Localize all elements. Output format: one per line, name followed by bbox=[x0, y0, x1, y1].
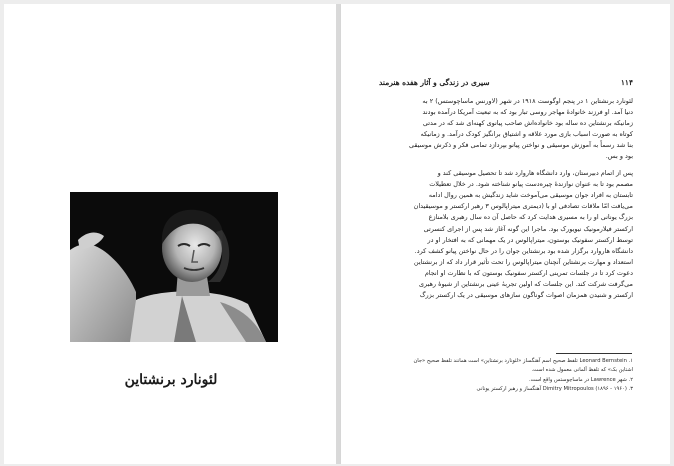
body-text bbox=[379, 96, 633, 301]
right-page bbox=[340, 4, 670, 464]
text-line: بود و بس. bbox=[605, 152, 633, 161]
text-line: دنیا آمد. او فرزند خانوادهٔ مهاجر روسی تبار بود که به تبعیت آمریکا درآمده بودند bbox=[422, 108, 633, 117]
text-line: ارکستر فیلارمونیک نیویورک بود. ماجرا این گونه آغاز شد پس از اجرای کنسرتی bbox=[423, 224, 633, 233]
conductor-photo-image bbox=[70, 192, 278, 342]
text-line: توسط ارکستر سفونیک بوستون، میتراپالوس در یک مهمانی که به افتخار او در bbox=[427, 235, 633, 244]
text-line: پس از اتمام دبیرستان، وارد دانشگاه هاروارد شد تا تحصیل موسیقی کند و bbox=[437, 169, 633, 178]
text-line: می‌یافت امّا ملاقات تصادفی او با (دیمتری میتراپالوس ۳ رهبر ارکستر و موسیقیدان bbox=[413, 202, 633, 211]
running-head: سیری در زندگی و آثار هفده هنرمند bbox=[379, 78, 490, 87]
footnote-line: ۲. شهر Lawrence در ماساچوستس واقع است. bbox=[528, 376, 633, 383]
footnotes bbox=[379, 357, 633, 395]
page-header bbox=[379, 78, 633, 90]
text-line: دانشگاه هاروارد برگزار شده بود برنشتاین جوان را در حال نواختن پیانو کشف کرد. bbox=[414, 246, 633, 255]
text-line: دعوت کرد تا در جلسات تمرینی ارکستر سفونیک بوستون که با نظارت او انجام bbox=[424, 268, 633, 277]
text-line: ارکستر و شنیدن همزمان اصوات گوناگون سازهای موسیقی در یک ارکستر بزرگ bbox=[419, 290, 633, 299]
left-page bbox=[4, 4, 336, 464]
text-line: مصمم بود تا به عنوان نوازندهٔ چیره‌دست پیانو شناخته شود. در خلال تعطیلات bbox=[429, 180, 633, 189]
page-number: ۱۱۴ bbox=[620, 78, 633, 87]
text-line: زمانیکه برنشتاین ده ساله بود خانواده‌اش صاحب پیانوی کهنه‌ای شد که در مدتی bbox=[422, 119, 633, 128]
text-line: استعداد و مهارت برنشتاین آنچنان میتراپالوس را تحت تأثیر قرار داد که از برنشتاین bbox=[413, 257, 633, 266]
footnote-divider bbox=[556, 353, 632, 354]
text-line: بنا شد رسماً به آموزش موسیقی و نواختن پیانو بپردازد تمامی فکر و ذکرش موسیقی bbox=[408, 141, 633, 150]
text-line: می‌گرفت شرکت کند. این جلسات که اولین تجربهٔ عینی برنشتاین از شیوهٔ رهبری bbox=[419, 279, 633, 288]
text-line: تابستان به افراد جوان موسیقی می‌آموخت شاید زندگیش به همین روال ادامه bbox=[428, 191, 633, 200]
footnote-line: ۳. Dimitry Mitropoulos (۱۸۹۶ - ۱۹۶۰) آهنگساز و رهبر ارکستر یونانی bbox=[476, 386, 633, 393]
footnote-line: اشتاین بک» که تلفظ آلمانی معمول شده است. bbox=[531, 367, 633, 374]
portrait-photo bbox=[70, 192, 278, 342]
text-line: کوتاه به صورت اسباب بازی مورد علاقه و اشتیاق برانگیز کودک درآمد. و زمانیکه bbox=[420, 130, 633, 139]
photo-caption: لئونارد برنشتاین bbox=[124, 372, 218, 388]
footnote-line: ۱. Leonard Bernstein تلفظ صحیح اسم آهنگساز «لئونارد برنشتاین» است همانند تلفظ صحیح «جان bbox=[413, 358, 633, 364]
text-line: لئونارد برنشتاین ۱ در پنجم اوگوست ۱۹۱۸ در شهر (لاورنس ماساچوستس) ۲ به bbox=[422, 97, 633, 105]
text-line: بزرگ یونانی او را به مسیری هدایت کرد که حاصل آن ده سال رهبری بلامنازع bbox=[428, 213, 633, 222]
